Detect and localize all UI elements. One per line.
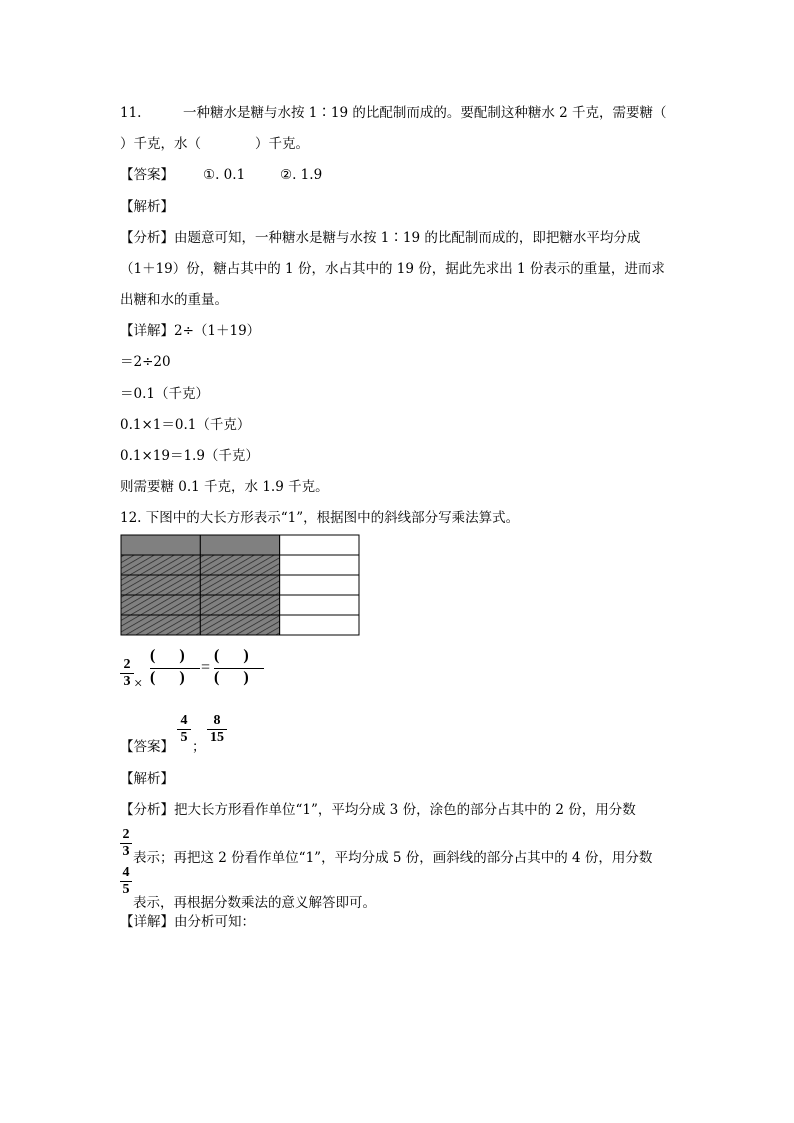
blank-cell: [280, 615, 359, 635]
equals-sign: =: [201, 659, 211, 676]
blank-cell: [280, 555, 359, 575]
blank-cell: [280, 595, 359, 615]
hatched-cell: [200, 595, 279, 615]
q11-detail-line: ＝0.1（千克）: [120, 386, 209, 402]
q11-analysis-label: 【解析】: [120, 199, 174, 215]
answer-numerator: 8: [213, 713, 221, 728]
q11-answer-2: ②. 1.9: [280, 167, 323, 183]
blank-denominator-1: ( ): [150, 669, 185, 686]
analysis-fraction-b: [120, 866, 132, 897]
shaded-cell: [200, 535, 279, 555]
hatched-cell: [121, 595, 200, 615]
answer-fraction-2: [207, 714, 227, 745]
answer-fraction-1: [177, 714, 191, 745]
q11-number: 11.: [120, 105, 142, 121]
q12-analysis-line3: 表示，再根据分数乘法的意义解答即可。: [133, 895, 376, 911]
formula-numerator: 2: [123, 657, 131, 672]
q11-detail-line: 【详解】2÷（1＋19）: [120, 323, 261, 339]
answer-denominator: 5: [180, 730, 188, 745]
fraction-denominator: 3: [122, 844, 130, 859]
analysis-fraction-a: [120, 828, 132, 859]
rectangle-figure: [120, 534, 360, 636]
q11-stem-line1: 一种糖水是糖与水按 1∶19 的比配制而成的。要配制这种糖水 2 千克，需要糖（: [183, 105, 667, 121]
shaded-cell: [121, 535, 200, 555]
fraction-numerator: 2: [122, 827, 130, 842]
answer-denominator: 15: [210, 730, 224, 745]
blank-cell: [280, 575, 359, 595]
q11-analysis-line: 【分析】由题意可知，一种糖水是糖与水按 1∶19 的比配制而成的，即把糖水平均分成: [120, 230, 641, 246]
q12-question: 12. 下图中的大长方形表示“1”，根据图中的斜线部分写乘法算式。: [120, 510, 520, 526]
q11-detail-line: 0.1×1＝0.1（千克）: [120, 417, 251, 433]
q11-detail-line: ＝2÷20: [120, 354, 171, 370]
q11-detail-line: 则需要糖 0.1 千克，水 1.9 千克。: [120, 479, 329, 495]
hatched-cell: [121, 575, 200, 595]
q11-analysis-line: （1＋19）份，糖占其中的 1 份，水占其中的 19 份，据此先求出 1 份表示的重量，进而求: [120, 261, 665, 277]
q12-answer-label: 【答案】: [120, 739, 174, 755]
q12-analysis-line1: 【分析】把大长方形看作单位“1”，平均分成 3 份，涂色的部分占其中的 2 份，用分数: [120, 802, 636, 818]
formula-denominator: 3: [123, 674, 131, 689]
hatched-cell: [121, 615, 200, 635]
fraction-denominator: 5: [122, 882, 130, 897]
hatched-cell: [121, 555, 200, 575]
hatched-cell: [200, 575, 279, 595]
blank-numerator-2: ( ): [214, 647, 249, 664]
q12-detail-line: 【详解】由分析可知：: [120, 914, 255, 930]
q11-analysis-line: 出糖和水的重量。: [120, 292, 228, 308]
q12-analysis-line2: 表示；再把这 2 份看作单位“1”，平均分成 5 份，画斜线的部分占其中的 4 份，用分数: [133, 850, 653, 866]
blank-cell: [280, 535, 359, 555]
hatched-cell: [200, 555, 279, 575]
blank-numerator-1: ( ): [150, 647, 185, 664]
hatched-cell: [200, 615, 279, 635]
times-sign: ×: [134, 676, 143, 692]
q12-analysis-label: 【解析】: [120, 771, 174, 787]
answer-numerator: 4: [180, 713, 188, 728]
blank-denominator-2: ( ): [214, 669, 249, 686]
q11-stem-line2: ）千克，水（ ）千克。: [120, 136, 309, 152]
q11-detail-line: 0.1×19＝1.9（千克）: [120, 448, 259, 464]
q11-answer-1: ①. 0.1: [203, 167, 246, 183]
q11-answer-label: 【答案】: [120, 167, 174, 183]
answer-separator: ；: [192, 739, 206, 755]
fraction-numerator: 4: [122, 865, 130, 880]
formula-fraction: [120, 658, 134, 689]
